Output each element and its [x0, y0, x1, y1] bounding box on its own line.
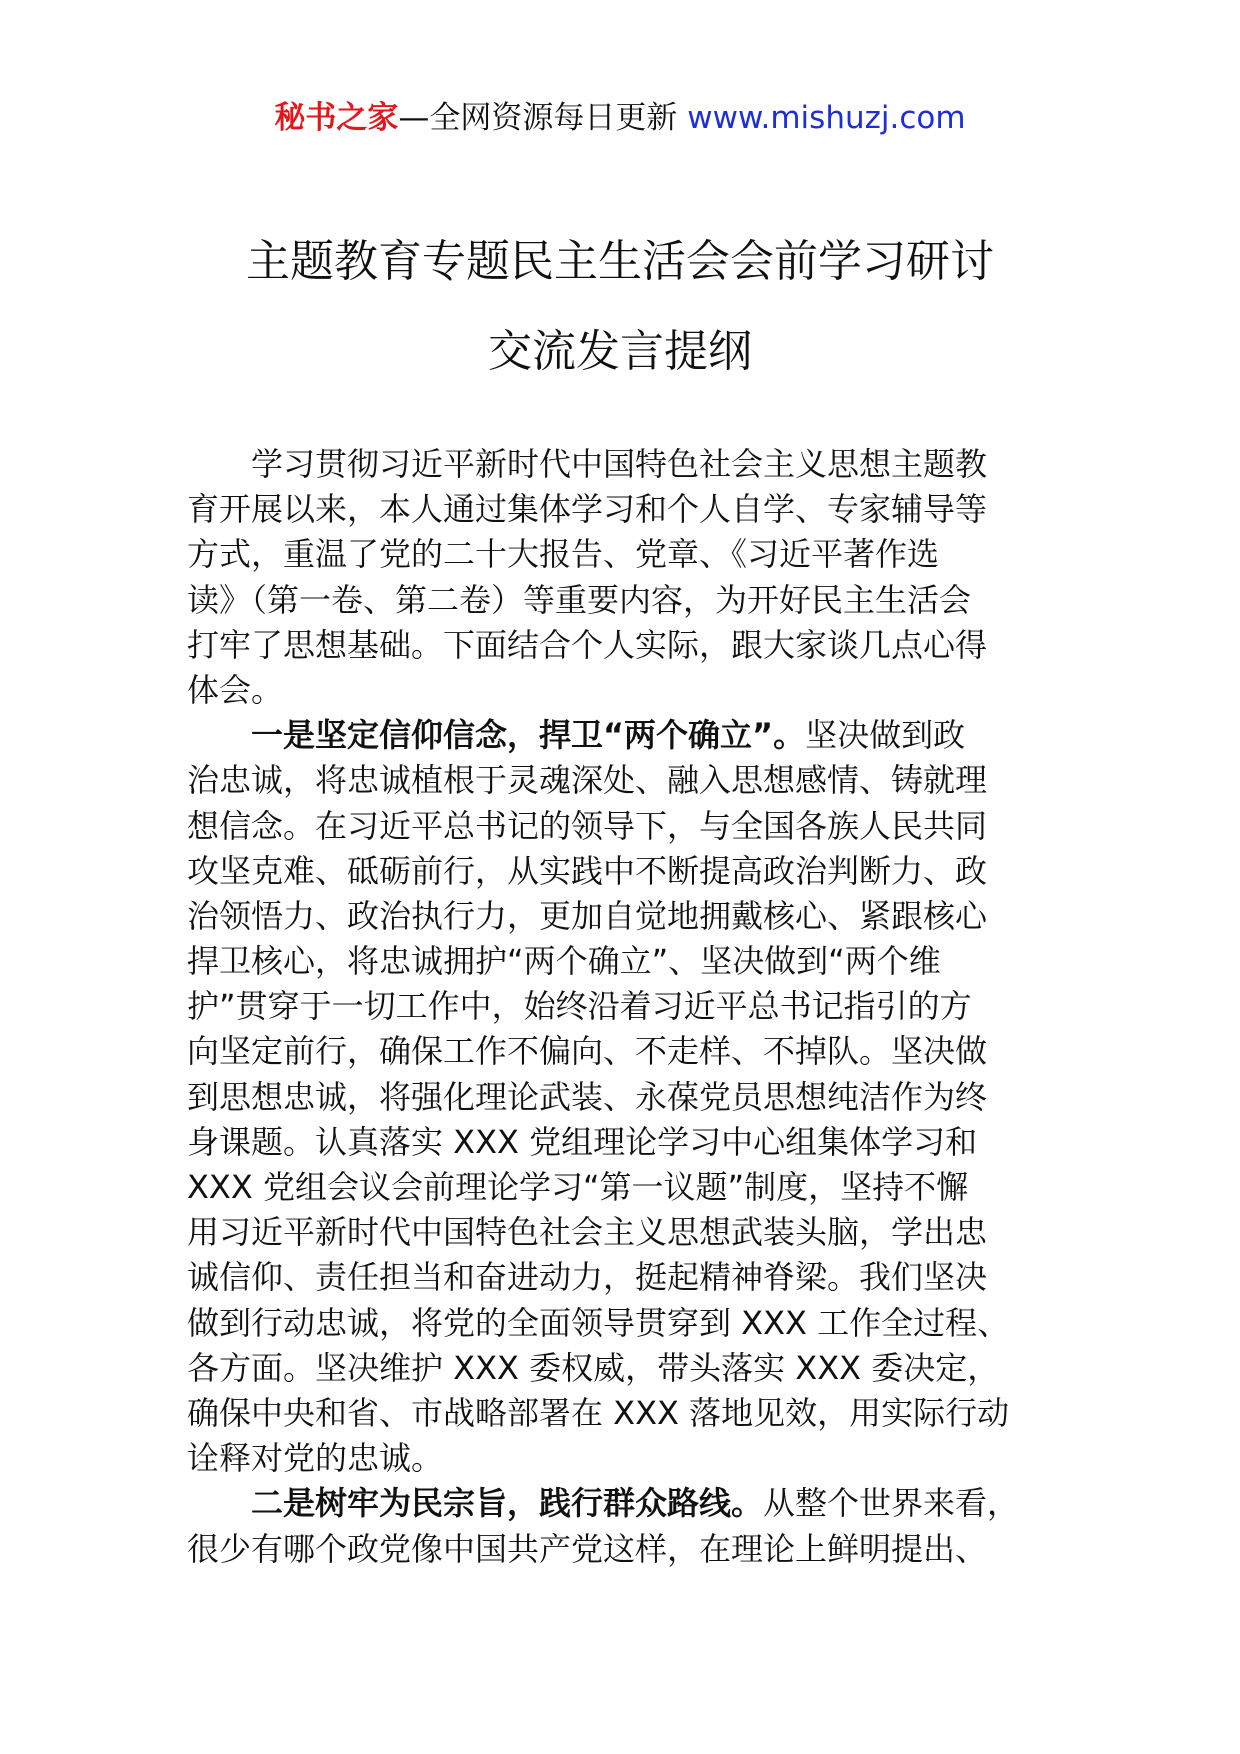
text-line: 很少有哪个政党像中国共产党这样，在理论上鲜明提出、 — [187, 1529, 988, 1568]
header-tagline: —全网资源每日更新 — [398, 100, 688, 136]
text-line: 各方面。坚决维护 XXX 委权威，带头落实 XXX 委决定， — [187, 1348, 1000, 1387]
text-line: 攻坚克难、砥砺前行，从实践中不断提高政治判断力、政 — [187, 851, 988, 890]
text-line: 治忠诚，将忠诚植根于灵魂深处、融入思想感情、铸就理 — [187, 761, 988, 800]
text-run: 坚决做到政 — [805, 716, 966, 755]
text-line: 诚信仰、责任担当和奋进动力，挺起精神脊梁。我们坚决 — [187, 1258, 988, 1297]
text-line: 确保中央和省、市战略部署在 XXX 落地见效，用实际行动 — [187, 1393, 1010, 1432]
section-heading: 二是树牢为民宗旨，践行群众路线。 — [251, 1484, 764, 1523]
brand-name: 秘书之家 — [274, 100, 399, 136]
document-title-line-2: 交流发言提纲 — [488, 326, 752, 377]
text-line: 到思想忠诚，将强化理论武装、永葆党员思想纯洁作为终 — [187, 1077, 988, 1116]
text-line: 方式，重温了党的二十大报告、党章、《习近平著作选 — [187, 535, 940, 574]
text-line: 护”贯穿于一切工作中，始终沿着习近平总书记指引的方 — [187, 987, 972, 1026]
text-line — [187, 713, 1055, 758]
text-line: 做到行动忠诚，将党的全面领导贯穿到 XXX 工作全过程、 — [187, 1303, 1010, 1342]
text-line: 诠释对党的忠诚。 — [187, 1439, 444, 1478]
text-line: 体会。 — [187, 670, 284, 709]
text-line: XXX 党组会议会前理论学习“第一议题”制度，坚持不懈 — [187, 1168, 969, 1206]
text-line: 身课题。认真落实 XXX 党组理论学习中心组集体学习和 — [187, 1122, 978, 1161]
text-line — [187, 1481, 1055, 1526]
text-line: 学习贯彻习近平新时代中国特色社会主义思想主题教 — [251, 445, 988, 483]
text-line: 育开展以来，本人通过集体学习和个人自学、专家辅导等 — [187, 490, 988, 529]
site-url-link[interactable]: www.mishuzj.com — [687, 100, 966, 136]
paragraph-point-two — [187, 1481, 1055, 1571]
text-run: 从整个世界来看， — [763, 1484, 1020, 1523]
text-line: 治领悟力、政治执行力，更加自觉地拥戴核心、紧跟核心 — [187, 896, 988, 935]
text-line: 打牢了思想基础。下面结合个人实际，跟大家谈几点心得 — [187, 625, 988, 664]
text-line: 向坚定前行，确保工作不偏向、不走样、不掉队。坚决做 — [187, 1032, 988, 1071]
text-line: 捍卫核心，将忠诚拥护“两个确立”、坚决做到“两个维 — [187, 942, 941, 981]
paragraph-point-one — [187, 713, 1055, 1481]
text-line: 想信念。在习近平总书记的领导下，与全国各族人民共同 — [187, 806, 988, 845]
document-title-line-1: 主题教育专题民主生活会会前学习研讨 — [246, 236, 994, 287]
text-line: 用习近平新时代中国特色社会主义思想武装头脑，学出忠 — [187, 1213, 988, 1252]
site-header — [0, 98, 1240, 138]
document-body — [187, 442, 1055, 1572]
section-heading: 一是坚定信仰信念，捍卫“两个确立”。 — [251, 716, 806, 755]
text-line: 读》（第一卷、第二卷）等重要内容，为开好民主生活会 — [187, 580, 972, 619]
paragraph-intro — [187, 442, 1055, 713]
